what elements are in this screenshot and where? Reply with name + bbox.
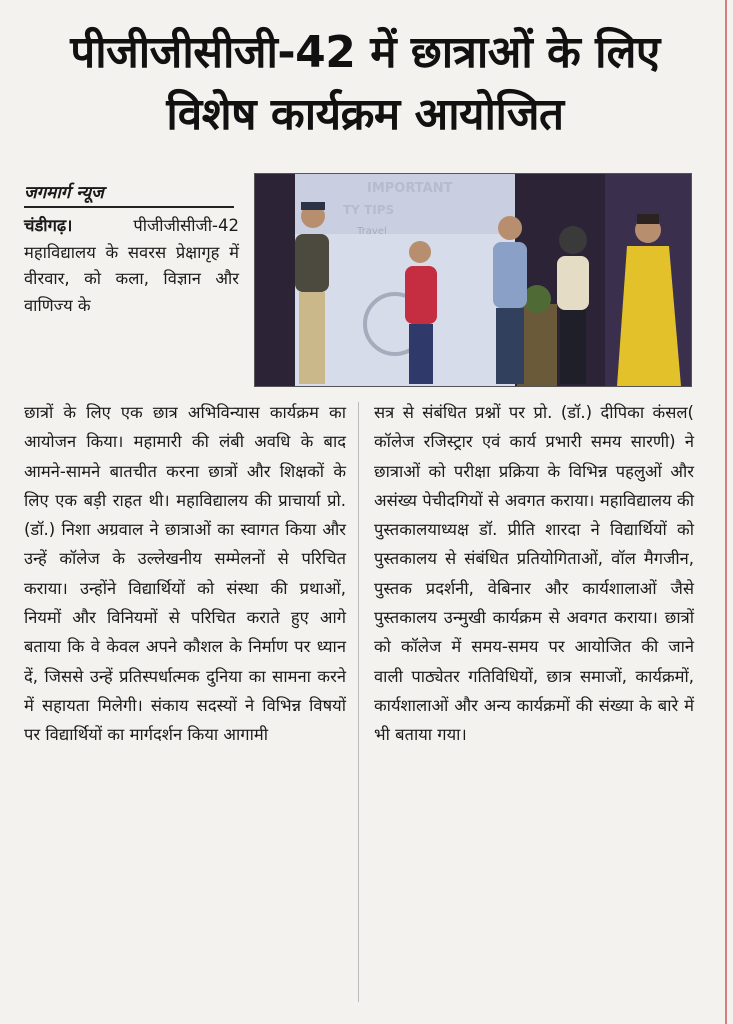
event-photo	[254, 173, 692, 387]
screen-banner-line-3: Travel	[357, 226, 387, 237]
article-column-right: सत्र से संबंधित प्रश्नों पर प्रो. (डॉ.) दीपिका कंसल( कॉलेज रजिस्ट्रार एवं कार्य प्रभारी समय सारणी) ने छात्राओं को परीक्षा प्रक्रिया के विभिन्न पहलुओं और असंख्य पेचीदगियों से अवगत कराया। महाविद्यालय की पुस्तकालयाध्यक्ष डॉ. प्रीति शारदा ने विद्यार्थियों को पुस्तकालय से संबंधित प्रतियोगिताओं, वॉल मैगजीन, पुस्तक प्रदर्शनी, वेबिनार और कार्यशालाओं जैसे पुस्तकालय उन्मुखी कार्यक्रम से अवगत कराया। छात्रों को कॉलेज में समय-समय पर आयोजित की जाने वाली पाठ्येतर गतिविधियों, छात्र समाजों, कार्यक्रमों, कार्यशालाओं और अन्य कार्यक्रमों की संख्या के बारे में भी बताया गया।	[374, 403, 694, 745]
lead-text: पीजीजीसीजी-42 महाविद्यालय के सवरस प्रेक्षागृह में वीरवार, को कला, विज्ञान और वाणिज्य के	[24, 216, 239, 315]
event-photo-illustration	[255, 174, 691, 386]
article-lead	[24, 213, 239, 319]
byline: जगमार्ग न्यूज	[24, 180, 234, 208]
article-column-left: छात्रों के लिए एक छात्र अभिविन्यास कार्यक्रम का आयोजन किया। महामारी की लंबी अवधि के बाद आमने-सामने बातचीत करना छात्रों और शिक्षकों के लिए एक बड़ी राहत थी। महाविद्यालय की प्राचार्या प्रो.(डॉ.) निशा अग्रवाल ने छात्राओं का स्वागत किया और उन्हें कॉलेज के उल्लेखनीय सम्मेलनों से परिचित कराया। उन्होंने विद्यार्थियों को संस्था की प्रथाओं, नियमों और विनियमों से परिचित कराते हुए आगे बताया कि वे केवल अपने कौशल के निर्माण पर ध्यान दें, जिससे उन्हें प्रतिस्पर्धात्मक दुनिया का सामना करने में सहायता मिलेगी। संकाय सदस्यों ने विभिन्न विषयों पर विद्यार्थियों का मार्गदर्शन किया आगामी	[24, 403, 346, 745]
dateline: चंडीगढ़।	[24, 216, 73, 235]
screen-banner-line-1: IMPORTANT	[367, 181, 453, 196]
page-margin-rule	[725, 0, 727, 1024]
column-divider	[358, 402, 359, 1002]
screen-banner-line-2: TY TIPS	[343, 203, 395, 217]
headline: पीजीजीसीजी-42 में छात्राओं के लिए विशेष कार्यक्रम आयोजित	[70, 27, 660, 140]
